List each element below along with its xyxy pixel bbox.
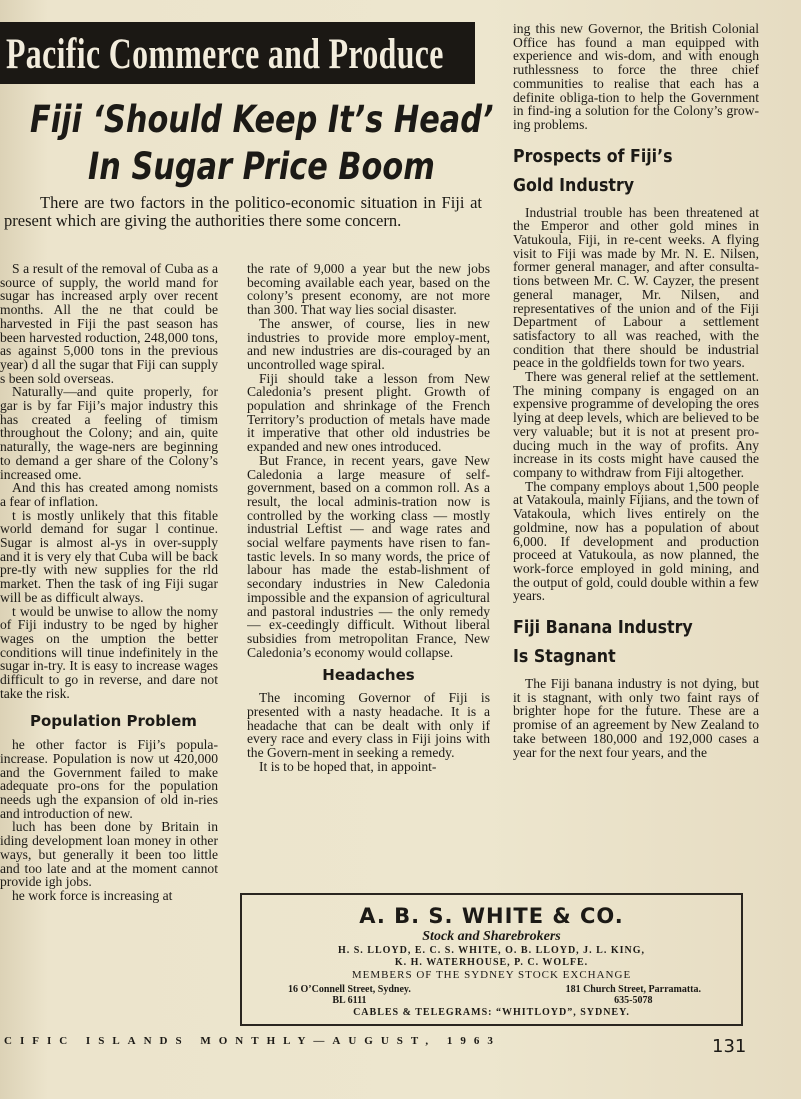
subhead-gold-line-2: Gold Industry [513, 174, 635, 196]
phone-number: 635-5078 [614, 995, 653, 1006]
advert-addresses [242, 984, 741, 1006]
paragraph: But France, in recent years, gave New Caledonia a large measure of self-government, based on a common roll. As a result, the local adminis-tration now is controlled by the working class — mostly industrial Leftist — and wage rates and social welfare payments have risen to fan-tastic levels. In so many words, the price of labour has made the estab-lishment of secondary industries in New Caledonia impossible and the expansion of agricultural and pastoral industries — the only remedy — ex-ceedingly difficult. Without liberal subsidies from metropolitan France, New Caledonia’s economy would collapse. [247, 452, 490, 660]
paragraph: luch has been done by Britain in iding development loan money in other ways, but generally it been too little and too late and at the moment cannot provide igh jobs. [0, 819, 218, 890]
intro-text: There are two factors in the politico-economic situation in Fiji at present which are giving the authorities there some concern. [4, 193, 482, 230]
article-column-1 [0, 262, 218, 1032]
subhead-banana-line-1: Fiji Banana Industry [513, 617, 693, 639]
advert-subtitle: Stock and Sharebrokers [422, 929, 561, 944]
paragraph: The answer, of course, lies in new industries to provide more employ-ment, and new industries are dis-couraged by an uncontrolled wage spiral. [247, 315, 490, 372]
paragraph: The company employs about 1,500 people at Vatakoula, mainly Fijians, and the town of Vatakoula, which lives entirely on the goldmine, now has a population of about 6,000. If development and production proceed at Vatukoula, as now planned, the work-force employed in gold mining, and the output of gold, could double within a few years. [513, 478, 759, 604]
advert-members: MEMBERS OF THE SYDNEY STOCK EXCHANGE [351, 969, 632, 981]
headline-line-2: In Sugar Price Boom [88, 145, 435, 188]
paragraph: There was general relief at the settlement. The mining company is engaged on an expensive programme of developing the ores lying at deep levels, which are believed to be very valuable; but it is not at present pro-ducing much in the way of profits. Any increase in its costs might have caused the company to withdraw from Fiji altogether. [513, 369, 759, 480]
paragraph: Industrial trouble has been threatened at the Emperor and other gold mines in Vatukoula, Fiji, in re-cent weeks. A flying visit to Fiji was made by Mr. N. E. Nilsen, former general manager, and after consulta-tions between Mr. C. W. Cayzer, the present general manager, Mr. Nilsen, and representatives of the union and of the Fiji Department of Labour a settlement satisfactory to all was reached, with the condition that there should be industrial peace in the goldfields town for two years. [513, 204, 759, 371]
advert-address-parramatta [566, 984, 701, 1006]
paragraph: The Fiji banana industry is not dying, but it is stagnant, with only two faint rays of brighter hope for the future. These are a promise of an agreement by New Zealand to take between 180,000 and 192,000 cases a year for the next four years, and the [513, 676, 759, 760]
phone-number: BL 6111 [332, 995, 367, 1006]
paragraph: t would be unwise to allow the nomy of Fiji industry to be nged by higher wages on the umption the better conditions will tinue indefinitely in the sugar in-try. It is easy to increase wages difficult to go in reverse, and dare not take the risk. [0, 603, 218, 701]
paragraph: t is mostly unlikely that this fitable world demand for sugar l continue. Sugar is almost al-ys in over-supply and it is very ely that Cuba will be back pre-tly with new supplies for the rld market. Then the task of ing Fiji sugar will be as difficult always. [0, 507, 218, 605]
advert-title: A. B. S. WHITE & CO. [359, 904, 624, 928]
intro-paragraph [4, 194, 482, 230]
advert-cables: CABLES & TELEGRAMS: “WHITLOYD”, SYDNEY. [353, 1007, 630, 1018]
paragraph: the rate of 9,000 a year but the new jobs becoming available each year, based on the colony’s present economy, are not more than 300. That way lies social disaster. [247, 262, 490, 318]
subhead-banana-line-2: Is Stagnant [513, 646, 616, 668]
subhead-population-problem: Population Problem [30, 711, 197, 730]
article-column-2 [247, 262, 490, 882]
advert-partners-line-1: H. S. LLOYD, E. C. S. WHITE, O. B. LLOYD, J. L. KING, [337, 945, 646, 956]
address-line: 181 Church Street, Parramatta. [565, 984, 701, 995]
subhead-gold-line-1: Prospects of Fiji’s [513, 145, 673, 167]
advert-partners-line-2: K. H. WATERHOUSE, P. C. WOLFE. [394, 957, 589, 968]
advertisement-box [240, 893, 743, 1026]
section-banner-title: Pacific Commerce and Produce [6, 31, 444, 78]
page-footer: CIFIC ISLANDS MONTHLY—AUGUST, 1963 [4, 1035, 501, 1047]
paragraph: Naturally—and quite properly, for gar is by far Fiji’s major industry this has created a feeling of timism throughout the Colony; and ain, quite naturally, the wage-ners are beginning to demand a ger share of the Colony’s increased ome. [0, 384, 218, 482]
paragraph: S a result of the removal of Cuba as a source of supply, the world mand for sugar has increased arply over recent months. All the ne that could be harvested in Fiji the past season has been harvested roduction, 248,000 tons, as against 5,000 tons in the previous year) d all the sugar that Fiji can supply s been sold overseas. [0, 262, 218, 386]
address-line: 16 O’Connell Street, Sydney. [288, 984, 411, 995]
paragraph: he other factor is Fiji’s popula-increase. Population is now ut 420,000 and the Government failed to make adequate pro-ons for the population needs ugh the expansion of old in-ries and introduction of new. [0, 737, 218, 821]
subhead-banana-industry [513, 613, 729, 671]
paragraph: Fiji should take a lesson from New Caledonia’s present plight. Growth of population and shrinkage of the French Territory’s production of metals have made it imperative that other old industries be expanded and new ones introduced. [247, 370, 490, 455]
paragraph: ing this new Governor, the British Colonial Office has found a man equipped with experience and wis-dom, and with enough ruthlessness to force the three chief communities to realise that each has a definite obliga-tion to help the Government in find-ing a solution for the Colony’s grow-ing problems. [513, 22, 759, 132]
advert-address-sydney [288, 984, 411, 1006]
subhead-gold-industry [513, 142, 729, 200]
paragraph: The incoming Governor of Fiji is presented with a nasty headache. It is a headache that can be dealt with only if every race and every class in Fiji joins with the Govern-ment in seeking a remedy. [247, 690, 490, 760]
page-number: 131 [712, 1036, 747, 1057]
subhead-headaches: Headaches [322, 666, 415, 685]
paragraph: It is to be hoped that, in appoint- [259, 758, 437, 774]
paragraph: And this has created among nomists a fear of inflation. [0, 480, 218, 509]
article-column-3 [513, 22, 759, 892]
headline-line-1: Fiji ‘Should Keep It’s Head’ [30, 98, 494, 141]
section-banner [0, 22, 475, 84]
paragraph: he work force is increasing at [12, 887, 173, 903]
